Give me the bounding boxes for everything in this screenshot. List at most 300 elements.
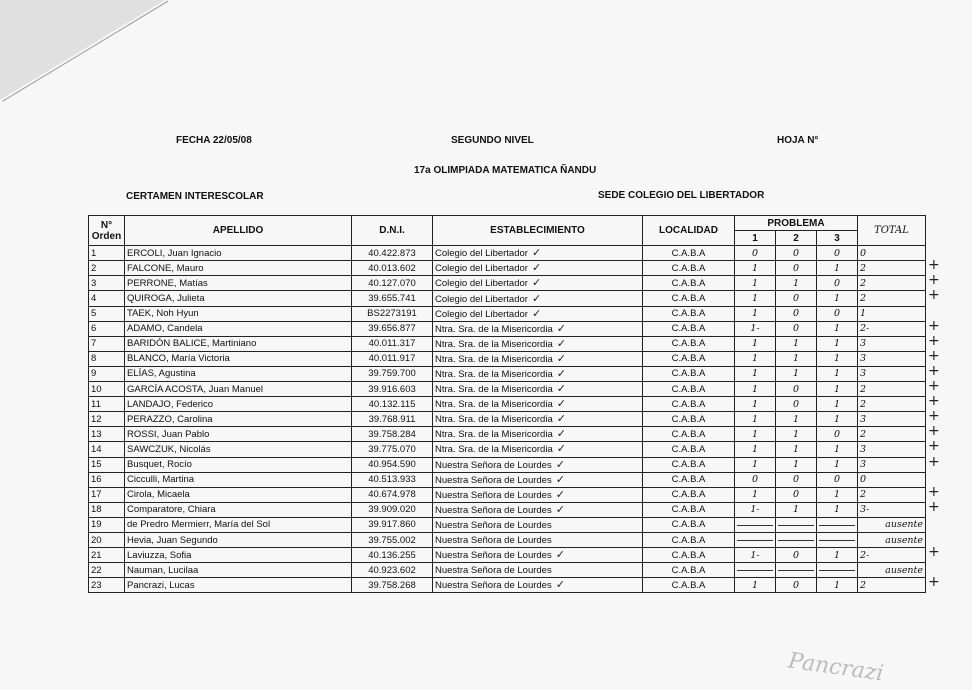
checkmark-icon: ✓ [556, 442, 566, 456]
localidad-cell: C.A.B.A [643, 578, 735, 593]
plus-mark: + [928, 438, 940, 454]
dni-cell: 40.954.590 [352, 457, 433, 472]
contest-label: CERTAMEN INTERESCOLAR [126, 191, 264, 202]
dni-cell: 40.127.070 [352, 276, 433, 291]
problem2-score: 0 [776, 321, 817, 336]
orden-cell: 2 [89, 261, 125, 276]
problem1-score: 1- [735, 321, 776, 336]
establecimiento-cell [433, 427, 643, 442]
establecimiento-cell [433, 502, 643, 517]
problem1-score: 1 [735, 306, 776, 321]
plus-mark: + [928, 484, 940, 500]
problem3-score: 1 [817, 261, 858, 276]
total-score: 2 [858, 276, 926, 291]
problem3-score: 1 [817, 442, 858, 457]
problem1-score: 1 [735, 351, 776, 366]
checkmark-icon: ✓ [531, 276, 542, 290]
checkmark-icon: ✓ [555, 457, 565, 471]
school-name: Ntra. Sra. de la Misericordia [435, 414, 553, 426]
checkmark-icon: ✓ [555, 487, 565, 501]
dni-cell: 40.013.602 [352, 261, 433, 276]
school-name: Colegio del Libertador [435, 278, 528, 290]
apellido-cell: Nauman, Lucilaa [125, 563, 352, 578]
localidad-cell: C.A.B.A [643, 532, 735, 547]
table-row [89, 351, 926, 366]
dni-cell: 40.132.115 [352, 397, 433, 412]
table-row [89, 442, 926, 457]
col-dni: D.N.I. [352, 216, 433, 246]
problem2-score: 1 [776, 502, 817, 517]
table-row [89, 532, 926, 547]
problem1-score: 1 [735, 442, 776, 457]
school-name: Nuestra Señora de Lourdes [435, 535, 552, 547]
establecimiento-cell [433, 442, 643, 457]
plus-mark: + [928, 287, 940, 303]
establecimiento-cell [433, 578, 643, 593]
problem3-score: 1 [817, 336, 858, 351]
establecimiento-cell [433, 321, 643, 336]
col-p1: 1 [735, 231, 776, 246]
table-row [89, 291, 926, 306]
problem2-score: 1 [776, 336, 817, 351]
problem3-score: 1 [817, 321, 858, 336]
plus-mark: + [928, 333, 940, 349]
orden-cell: 8 [89, 351, 125, 366]
level-label: SEGUNDO NIVEL [451, 135, 534, 146]
establecimiento-cell [433, 246, 643, 261]
localidad-cell: C.A.B.A [643, 366, 735, 381]
col-localidad: LOCALIDAD [643, 216, 735, 246]
problem1-score: 1 [735, 487, 776, 502]
apellido-cell: ROSSI, Juan Pablo [125, 427, 352, 442]
total-score: 2- [858, 321, 926, 336]
orden-cell: 12 [89, 412, 125, 427]
localidad-cell: C.A.B.A [643, 246, 735, 261]
localidad-cell: C.A.B.A [643, 336, 735, 351]
total-score: 2 [858, 487, 926, 502]
school-name: Ntra. Sra. de la Misericordia [435, 323, 553, 335]
total-score: ausente [858, 517, 926, 532]
plus-mark: + [928, 272, 940, 288]
problem1-score [735, 532, 776, 547]
problem3-score: 0 [817, 306, 858, 321]
sheet-number-label: HOJA N° [777, 135, 819, 146]
total-score: 2 [858, 578, 926, 593]
problem1-score: 1 [735, 457, 776, 472]
table-row [89, 261, 926, 276]
dni-cell: 39.759.700 [352, 366, 433, 381]
problem3-score: 0 [817, 472, 858, 487]
problem3-score: 0 [817, 276, 858, 291]
venue-label: SEDE COLEGIO DEL LIBERTADOR [598, 190, 765, 201]
checkmark-icon: ✓ [555, 472, 565, 486]
table-row [89, 276, 926, 291]
total-score: 2- [858, 548, 926, 563]
total-score: 3 [858, 442, 926, 457]
problem3-score: 1 [817, 548, 858, 563]
col-problema: PROBLEMA [735, 216, 858, 231]
apellido-cell: Cirola, Micaela [125, 487, 352, 502]
problem2-score: 1 [776, 351, 817, 366]
problem2-score: 1 [776, 457, 817, 472]
school-name: Colegio del Libertador [435, 263, 528, 275]
problem1-score: 1- [735, 548, 776, 563]
table-row [89, 548, 926, 563]
localidad-cell: C.A.B.A [643, 502, 735, 517]
localidad-cell: C.A.B.A [643, 517, 735, 532]
plus-mark: + [928, 363, 940, 379]
school-name: Ntra. Sra. de la Misericordia [435, 338, 553, 350]
checkmark-icon: ✓ [555, 502, 565, 516]
problem1-score: 1- [735, 502, 776, 517]
school-name: Ntra. Sra. de la Misericordia [435, 353, 553, 365]
folded-corner [0, 0, 165, 100]
col-establecimiento: ESTABLECIMIENTO [433, 216, 643, 246]
school-name: Colegio del Libertador [435, 308, 528, 320]
problem2-score: 0 [776, 487, 817, 502]
total-score: 2 [858, 427, 926, 442]
checkmark-icon: ✓ [556, 382, 566, 396]
apellido-cell: ELÍAS, Agustina [125, 366, 352, 381]
dni-cell: 39.916.603 [352, 382, 433, 397]
problem3-score: 1 [817, 351, 858, 366]
total-score: ausente [858, 563, 926, 578]
problem1-score: 1 [735, 427, 776, 442]
problem3-score [817, 563, 858, 578]
problem1-score: 0 [735, 472, 776, 487]
problem1-score [735, 563, 776, 578]
dni-cell: BS2273191 [352, 306, 433, 321]
orden-cell: 20 [89, 532, 125, 547]
apellido-cell: ADAMO, Candela [125, 321, 352, 336]
table-row [89, 427, 926, 442]
school-name: Ntra. Sra. de la Misericordia [435, 429, 553, 441]
apellido-cell: Hevia, Juan Segundo [125, 532, 352, 547]
orden-cell: 1 [89, 246, 125, 261]
total-score: 1 [858, 306, 926, 321]
checkmark-icon: ✓ [531, 306, 542, 320]
school-name: Nuestra Señora de Lourdes [435, 489, 552, 501]
problem1-score: 1 [735, 366, 776, 381]
orden-cell: 18 [89, 502, 125, 517]
col-orden: N° Orden [89, 216, 125, 246]
problem1-score: 1 [735, 276, 776, 291]
establecimiento-cell [433, 306, 643, 321]
problem2-score: 0 [776, 472, 817, 487]
problem3-score [817, 532, 858, 547]
apellido-cell: PERAZZO, Carolina [125, 412, 352, 427]
localidad-cell: C.A.B.A [643, 442, 735, 457]
orden-cell: 10 [89, 382, 125, 397]
plus-mark: + [928, 318, 940, 334]
checkmark-icon: ✓ [531, 246, 542, 260]
total-score: 3 [858, 336, 926, 351]
establecimiento-cell [433, 366, 643, 381]
localidad-cell: C.A.B.A [643, 457, 735, 472]
table-row [89, 517, 926, 532]
checkmark-icon: ✓ [531, 291, 542, 305]
localidad-cell: C.A.B.A [643, 382, 735, 397]
localidad-cell: C.A.B.A [643, 472, 735, 487]
orden-cell: 5 [89, 306, 125, 321]
apellido-cell: QUIROGA, Julieta [125, 291, 352, 306]
problem1-score: 0 [735, 246, 776, 261]
establecimiento-cell [433, 532, 643, 547]
apellido-cell: Busquet, Rocío [125, 457, 352, 472]
problem3-score: 1 [817, 487, 858, 502]
total-score: 3 [858, 412, 926, 427]
problem2-score: 0 [776, 397, 817, 412]
problem2-score: 0 [776, 382, 817, 397]
dni-cell: 40.011.917 [352, 351, 433, 366]
orden-cell: 21 [89, 548, 125, 563]
checkmark-icon: ✓ [555, 548, 565, 562]
problem1-score: 1 [735, 578, 776, 593]
col-p3: 3 [817, 231, 858, 246]
orden-cell: 7 [89, 336, 125, 351]
school-name: Ntra. Sra. de la Misericordia [435, 368, 553, 380]
localidad-cell: C.A.B.A [643, 397, 735, 412]
problem1-score: 1 [735, 336, 776, 351]
plus-mark: + [928, 423, 940, 439]
problem3-score: 1 [817, 382, 858, 397]
problem1-score: 1 [735, 397, 776, 412]
plus-mark: + [928, 348, 940, 364]
establecimiento-cell [433, 412, 643, 427]
localidad-cell: C.A.B.A [643, 276, 735, 291]
problem2-score: 1 [776, 427, 817, 442]
checkmark-icon: ✓ [556, 412, 566, 426]
plus-mark: + [928, 454, 940, 470]
apellido-cell: BARIDÓN BALICE, Martiniano [125, 336, 352, 351]
establecimiento-cell [433, 351, 643, 366]
school-name: Nuestra Señora de Lourdes [435, 580, 552, 592]
establecimiento-cell [433, 548, 643, 563]
apellido-cell: FALCONE, Mauro [125, 261, 352, 276]
problem3-score: 1 [817, 457, 858, 472]
apellido-cell: TAEK, Noh Hyun [125, 306, 352, 321]
dni-cell: 39.655.741 [352, 291, 433, 306]
problem2-score: 0 [776, 261, 817, 276]
problem2-score: 0 [776, 246, 817, 261]
orden-cell: 23 [89, 578, 125, 593]
date-label: FECHA 22/05/08 [176, 135, 252, 146]
total-score: 2 [858, 261, 926, 276]
problem1-score: 1 [735, 291, 776, 306]
school-name: Nuestra Señora de Lourdes [435, 504, 552, 516]
faint-handwritten-note: Pancrazi [786, 648, 885, 687]
problem1-score: 1 [735, 261, 776, 276]
problem3-score: 1 [817, 578, 858, 593]
localidad-cell: C.A.B.A [643, 291, 735, 306]
establecimiento-cell [433, 487, 643, 502]
problem3-score: 0 [817, 246, 858, 261]
plus-mark: + [928, 378, 940, 394]
establecimiento-cell [433, 457, 643, 472]
checkmark-icon: ✓ [555, 578, 565, 592]
dni-cell: 39.758.284 [352, 427, 433, 442]
establecimiento-cell [433, 563, 643, 578]
orden-cell: 14 [89, 442, 125, 457]
plus-mark: + [928, 257, 940, 273]
problem2-score [776, 517, 817, 532]
table-row [89, 472, 926, 487]
table-row [89, 306, 926, 321]
dni-cell: 40.422.873 [352, 246, 433, 261]
school-name: Nuestra Señora de Lourdes [435, 550, 552, 562]
total-score: 3 [858, 457, 926, 472]
col-p2: 2 [776, 231, 817, 246]
orden-cell: 16 [89, 472, 125, 487]
orden-cell: 13 [89, 427, 125, 442]
problem1-score: 1 [735, 382, 776, 397]
localidad-cell: C.A.B.A [643, 487, 735, 502]
col-apellido: APELLIDO [125, 216, 352, 246]
problem2-score [776, 532, 817, 547]
orden-cell: 22 [89, 563, 125, 578]
apellido-cell: Laviuzza, Sofia [125, 548, 352, 563]
orden-cell: 6 [89, 321, 125, 336]
table-row [89, 578, 926, 593]
orden-cell: 3 [89, 276, 125, 291]
plus-mark: + [928, 393, 940, 409]
checkmark-icon: ✓ [556, 321, 566, 335]
dni-cell: 40.513.933 [352, 472, 433, 487]
problem3-score: 1 [817, 366, 858, 381]
problem2-score: 0 [776, 578, 817, 593]
problem2-score: 1 [776, 366, 817, 381]
plus-mark: + [928, 499, 940, 515]
apellido-cell: BLANCO, María Victoria [125, 351, 352, 366]
localidad-cell: C.A.B.A [643, 351, 735, 366]
localidad-cell: C.A.B.A [643, 563, 735, 578]
results-table [88, 215, 926, 593]
orden-cell: 17 [89, 487, 125, 502]
school-name: Nuestra Señora de Lourdes [435, 519, 552, 531]
orden-cell: 9 [89, 366, 125, 381]
total-score: 3 [858, 351, 926, 366]
apellido-cell: PERRONE, Matías [125, 276, 352, 291]
apellido-cell: GARCÍA ACOSTA, Juan Manuel [125, 382, 352, 397]
dni-cell: 39.755.002 [352, 532, 433, 547]
col-total: TOTAL [858, 216, 926, 246]
establecimiento-cell [433, 261, 643, 276]
dni-cell: 39.917.860 [352, 517, 433, 532]
localidad-cell: C.A.B.A [643, 412, 735, 427]
problem3-score: 1 [817, 412, 858, 427]
localidad-cell: C.A.B.A [643, 321, 735, 336]
apellido-cell: Pancrazi, Lucas [125, 578, 352, 593]
checkmark-icon: ✓ [556, 336, 566, 350]
school-name: Nuestra Señora de Lourdes [435, 565, 552, 577]
total-score: 0 [858, 472, 926, 487]
school-name: Colegio del Libertador [435, 248, 528, 260]
dni-cell: 40.674.978 [352, 487, 433, 502]
school-name: Ntra. Sra. de la Misericordia [435, 384, 553, 396]
problem3-score: 1 [817, 397, 858, 412]
problem2-score: 1 [776, 276, 817, 291]
orden-cell: 4 [89, 291, 125, 306]
problem2-score: 1 [776, 442, 817, 457]
table-row [89, 382, 926, 397]
establecimiento-cell [433, 382, 643, 397]
table-row [89, 336, 926, 351]
problem3-score: 0 [817, 427, 858, 442]
problem3-score [817, 517, 858, 532]
dni-cell: 40.136.255 [352, 548, 433, 563]
table-row [89, 321, 926, 336]
checkmark-icon: ✓ [556, 366, 566, 380]
establecimiento-cell [433, 276, 643, 291]
establecimiento-cell [433, 397, 643, 412]
problem1-score: 1 [735, 412, 776, 427]
table-row [89, 412, 926, 427]
olympiad-title: 17a OLIMPIADA MATEMATICA ÑANDU [414, 165, 597, 176]
table-row [89, 502, 926, 517]
school-name: Nuestra Señora de Lourdes [435, 459, 552, 471]
table-row [89, 366, 926, 381]
school-name: Ntra. Sra. de la Misericordia [435, 399, 553, 411]
establecimiento-cell [433, 291, 643, 306]
dni-cell: 39.768.911 [352, 412, 433, 427]
apellido-cell: ERCOLI, Juan Ignacio [125, 246, 352, 261]
problem2-score [776, 563, 817, 578]
apellido-cell: SAWCZUK, Nicolás [125, 442, 352, 457]
checkmark-icon: ✓ [556, 397, 566, 411]
problem3-score: 1 [817, 502, 858, 517]
school-name: Colegio del Libertador [435, 293, 528, 305]
plus-mark: + [928, 544, 940, 560]
plus-mark: + [928, 574, 940, 590]
school-name: Ntra. Sra. de la Misericordia [435, 444, 553, 456]
total-score: 3 [858, 366, 926, 381]
dni-cell: 39.656.877 [352, 321, 433, 336]
apellido-cell: LANDAJO, Federico [125, 397, 352, 412]
problem1-score [735, 517, 776, 532]
checkmark-icon: ✓ [556, 427, 566, 441]
total-score: ausente [858, 532, 926, 547]
localidad-cell: C.A.B.A [643, 427, 735, 442]
table-row [89, 457, 926, 472]
problem3-score: 1 [817, 291, 858, 306]
checkmark-icon: ✓ [556, 351, 566, 365]
dni-cell: 40.011.317 [352, 336, 433, 351]
problem2-score: 0 [776, 291, 817, 306]
localidad-cell: C.A.B.A [643, 306, 735, 321]
orden-cell: 11 [89, 397, 125, 412]
table-row [89, 397, 926, 412]
dni-cell: 39.775.070 [352, 442, 433, 457]
establecimiento-cell [433, 517, 643, 532]
apellido-cell: Comparatore, Chiara [125, 502, 352, 517]
checkmark-icon: ✓ [531, 261, 542, 275]
results-body [89, 246, 926, 593]
table-row [89, 246, 926, 261]
plus-mark: + [928, 408, 940, 424]
total-score: 2 [858, 397, 926, 412]
orden-cell: 19 [89, 517, 125, 532]
table-row [89, 487, 926, 502]
apellido-cell: Cicculli, Martina [125, 472, 352, 487]
total-score: 2 [858, 291, 926, 306]
table-row [89, 563, 926, 578]
school-name: Nuestra Señora de Lourdes [435, 474, 552, 486]
dni-cell: 39.758.268 [352, 578, 433, 593]
total-score: 2 [858, 382, 926, 397]
problem2-score: 1 [776, 412, 817, 427]
localidad-cell: C.A.B.A [643, 548, 735, 563]
localidad-cell: C.A.B.A [643, 261, 735, 276]
